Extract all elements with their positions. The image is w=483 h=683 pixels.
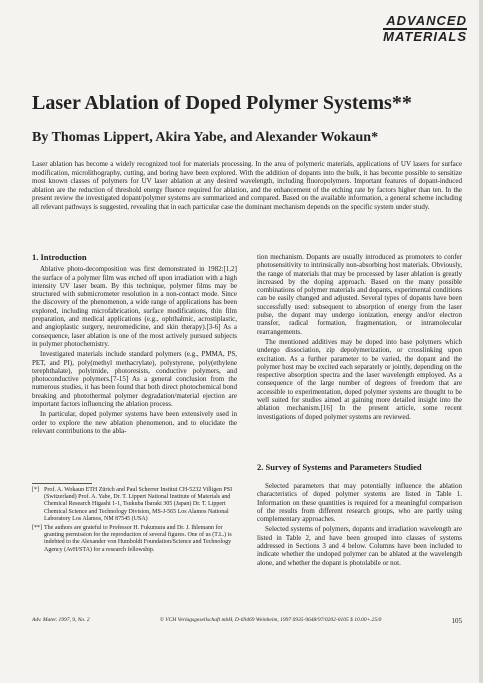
article-title: Laser Ablation of Doped Polymer Systems** <box>32 92 412 114</box>
article-authors: By Thomas Lippert, Akira Yabe, and Alexander Wokaun* <box>32 130 379 145</box>
page-footer <box>32 617 462 625</box>
journal-logo <box>383 14 467 44</box>
paragraph: In particular, doped polymer systems have been extensively used in order to explore the new ablation phenomenon, and to elucidate the relevant contributions to the abla- <box>32 410 237 435</box>
footer-citation: Adv. Mater. 1997, 9, No. 2 <box>32 617 90 623</box>
article-abstract: Laser ablation has become a widely recognized tool for materials processing. In the area of polymeric materials, applications of UV lasers for surface modification, microlithography, cutting, and boring have been explored. With the addition of dopants into the bulk, it has become possible to sensitize most known classes of polymers for UV laser ablation at any desired wavelength, including fluoropolymers. Important features of dopant-induced ablation are the reduction of threshold energy fluence required for ablation, and the enhancement of the etching rate by factors higher than ten. In the present review the investigated dopant/polymer systems are summarized and compared. Based on the available information, a general scheme including all relevant pathways is suggested, revealing that in each particular case the dominant mechanism depends on the specific system under study. <box>32 160 462 211</box>
footer-copyright: © VCH Verlagsgesellschaft mbH, D-69469 Weinheim, 1997 0935-9648/97/0202-0105 $ 10.00+.25/0 <box>159 617 382 623</box>
footnote-text: Prof. A. Wokaun ETH Zürich and Paul Scherrer Institut CH-5232 Villigen PSI (Switzerland) Prof. A. Yabe, Dr. T. Lippert National Institute of Materials and Chemical Research Higashi 1-1, Tsukuba Ibaraki 305 (Japan) Dr. T. Lippert Chemical Science and Technology Division, MS-J-565 Los Alamos National Laboratory Los Alamos, NM 87545 (USA) <box>44 487 233 522</box>
section-heading-survey: 2. Survey of Systems and Parameters Studied <box>257 462 422 472</box>
footnote <box>32 525 237 554</box>
paragraph: The mentioned additives may be doped into base polymers which undergo dissociation, zip depolymerization, or crosslinking upon excitation. As a further parameter to be varied, the dopant and the polymer host may be excited each separately or jointly, depending on the respective absorption spectra and the laser wavelength employed. As a consequence of the large number of degrees of freedom that are accessible to experimentation, doped polymer systems are thought to be well suited for studies aimed at gaining more detailed insight into the ablation mechanism.[16] In the present article, some recent investigations of doped polymer systems are reviewed. <box>257 337 462 421</box>
section-heading-introduction: 1. Introduction <box>32 252 87 262</box>
paragraph: Ablative photo-decomposition was first demonstrated in 1982:[1,2] the surface of a polymer film was etched off upon irradiation with a high intensity UV laser beam. By this technique, polymer films may be structured with submicrometer resolution in a non-contact mode. Since the discovery of the phenomenon, a wide range of applications has been explored, including microfabrication, surface modifications, thin film preparation, and medical applications (e.g., ophthalmic, acrostiplastic, and angioplastic surgery, neuromedicine, and skin therapy).[3-6] As a consequence, laser ablation is one of the most actively pursued subjects in polymer photochemistry. <box>32 265 237 348</box>
page-number: 105 <box>451 617 462 625</box>
footnote <box>32 487 237 523</box>
paragraph: Selected systems of polymers, dopants and irradiation wavelength are listed in Table 2, and have been grouped into classes of systems addressed in Sections 3 and 4 below. Columns have been included to indicate whether the undoped polymer can be ablated at the wavelength alone, and whether the dopant is photolabile or not. <box>257 525 462 567</box>
logo-line-1: ADVANCED <box>386 13 467 28</box>
footnote-text: The authors are grateful to Professor H. Fukumura and Dr. J. Ihlemann for granting permission for the reproduction of several figures. One of us (T.L.) is indebted to the Alexander von Humboldt Foundation/Science and Technology Agency (AvH/STA) for a research fellowship. <box>44 525 232 553</box>
logo-line-2: MATERIALS <box>383 29 467 44</box>
footnotes <box>32 487 237 554</box>
page-edge-shadow <box>479 0 483 683</box>
paragraph: Investigated materials include standard polymers (e.g., PMMA, PS, PET, and PI), poly(methyl methacrylate), polystyrene, poly(ethylene terephthalate), polyimide, photoresists, conductive polymers, and photoconductive polymers.[7-15] As a general conclusion from the numerous studies, it has been found that both direct photochemical bond breaking and photothermal polymer degradation/material ejection are important factors influencing the ablation process. <box>32 350 237 409</box>
footnote-mark: [**] <box>32 525 42 532</box>
left-column <box>32 253 237 437</box>
right-column <box>257 253 462 423</box>
paragraph: tion mechanism. Dopants are usually introduced as promoters to confer photosensitivity to intrinsically non-absorbing host materials. Obviously, the range of materials that may be processed by laser ablation is greatly increased by the doping approach. Based on the many possible combinations of polymer materials and dopants, experimental conditions can be easily changed and adjusted. Several types of dopants have been successfully used: subsequent to absorption of energy from the laser pulse, the dopant may undergo ionization, energy and/or electron transfer, radical formation, fragmentation, or intramolecular rearrangements. <box>257 253 462 336</box>
footnote-divider <box>32 483 92 484</box>
footnote-mark: [*] <box>32 487 39 493</box>
right-column-lower <box>257 482 462 569</box>
paragraph: Selected parameters that may potentially influence the ablation characteristics of doped polymer systems are listed in Table 1. Information on these quantities is required for a meaningful comparison of the results from different research groups, who are partly using complementary approaches. <box>257 482 462 524</box>
